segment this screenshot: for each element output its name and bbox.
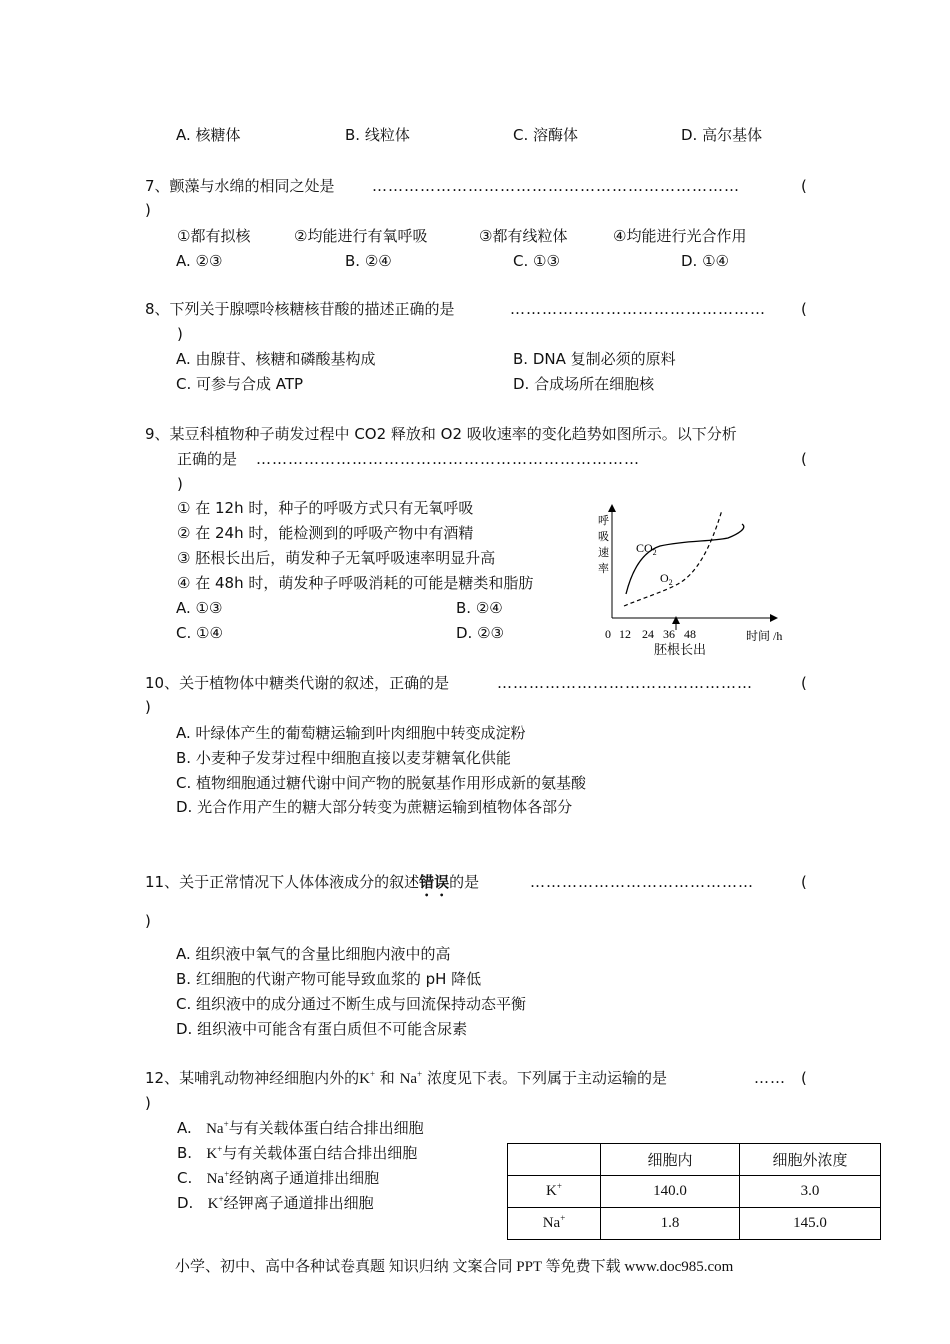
q9-paren-close: ) xyxy=(177,475,183,493)
o2-label: $O_2$ xyxy=(660,571,673,587)
q12-option-d: D. K+经钾离子通道排出细胞 xyxy=(177,1194,374,1212)
q12-option-a: A. Na+与有关载体蛋白结合排出细胞 xyxy=(177,1119,424,1137)
y-label-char-1: 呼 xyxy=(598,515,609,527)
table-cell-outside: 3.0 xyxy=(740,1176,881,1208)
q6-option-c: C. 溶酶体 xyxy=(513,126,579,144)
q12-ion-k: K+ xyxy=(359,1069,376,1087)
q10-dots: ………………………………………… xyxy=(497,674,753,692)
q11-emphasis: 错误 xyxy=(419,873,450,891)
q10-option-b: B. 小麦种子发芽过程中细胞直接以麦芽糖氧化供能 xyxy=(176,749,511,767)
q12-stem-a: 12、某哺乳动物神经细胞内外的 xyxy=(145,1069,360,1087)
y-label-char-2: 吸 xyxy=(598,531,609,543)
q11-stem xyxy=(145,872,479,900)
q11-option-a: A. 组织液中氧气的含量比细胞内液中的高 xyxy=(176,945,451,963)
q9-statement-1: ① 在 12h 时，种子的呼吸方式只有无氧呼吸 xyxy=(177,499,474,517)
q12-ion-na: Na+ xyxy=(399,1069,423,1087)
q11-stem-tail: 的是 xyxy=(449,873,480,891)
q7-statement-2: ②均能进行有氧呼吸 xyxy=(294,227,428,245)
page-footer: 小学、初中、高中各种试卷真题 知识归纳 文案合同 PPT 等免费下载 www.doc985.com xyxy=(175,1259,734,1275)
annotation-label: 胚根长出 xyxy=(654,642,707,657)
q7-statement-4: ④均能进行光合作用 xyxy=(613,227,747,245)
table-cell-outside: 145.0 xyxy=(740,1208,881,1240)
q7-option-b: B. ②④ xyxy=(345,252,392,270)
q12-paren-open: ( xyxy=(801,1069,807,1087)
q12-concentration-table xyxy=(507,1143,881,1240)
q10-paren-open: ( xyxy=(801,674,807,692)
q10-paren-close: ) xyxy=(145,698,151,716)
q6-option-d: D. 高尔基体 xyxy=(681,126,763,144)
q8-option-d: D. 合成场所在细胞核 xyxy=(513,375,655,393)
x-tick-0: 0 xyxy=(605,627,611,641)
q7-paren-open: ( xyxy=(801,177,807,195)
q9-option-c: C. ①④ xyxy=(176,624,223,642)
q7-statement-1: ①都有拟核 xyxy=(177,227,251,245)
y-label-char-3: 速 xyxy=(598,547,609,559)
q11-option-d: D. 组织液中可能含有蛋白质但不可能含尿素 xyxy=(176,1020,468,1038)
co2-label: $CO_2$ xyxy=(636,541,657,557)
q8-option-b: B. DNA 复制必须的原料 xyxy=(513,350,676,368)
q12-and: 和 xyxy=(379,1069,395,1087)
q12-option-b: B. K+与有关载体蛋白结合排出细胞 xyxy=(177,1144,418,1162)
q9-statement-3: ③ 胚根长出后，萌发种子无氧呼吸速率明显升高 xyxy=(177,549,496,567)
q8-option-a: A. 由腺苷、核糖和磷酸基构成 xyxy=(176,350,376,368)
table-row xyxy=(508,1176,881,1208)
q9-option-b: B. ②④ xyxy=(456,599,503,617)
table-cell-inside: 1.8 xyxy=(601,1208,740,1240)
q7-statement-3: ③都有线粒体 xyxy=(479,227,568,245)
q9-dots: ……………………………………………………………… xyxy=(256,450,640,468)
table-header-row xyxy=(508,1144,881,1176)
q11-paren-close: ) xyxy=(145,912,151,930)
q12-option-c: C. Na+经钠离子通道排出细胞 xyxy=(177,1169,380,1187)
q7-paren-close: ) xyxy=(145,201,151,219)
q11-option-c: C. 组织液中的成分通过不断生成与回流保持动态平衡 xyxy=(176,995,527,1013)
q9-paren-open: ( xyxy=(801,450,807,468)
table-header-empty xyxy=(508,1144,601,1176)
q8-paren-open: ( xyxy=(801,300,807,318)
x-tick-36: 36 xyxy=(663,627,675,641)
q12-stem-b: 浓度见下表。下列属于主动运输的是 xyxy=(426,1069,667,1087)
q9-statement-4: ④ 在 48h 时，萌发种子呼吸消耗的可能是糖类和脂肪 xyxy=(177,574,534,592)
q10-option-d: D. 光合作用产生的糖大部分转变为蔗糖运输到植物体各部分 xyxy=(176,798,573,816)
q10-option-c: C. 植物细胞通过糖代谢中间产物的脱氨基作用形成新的氨基酸 xyxy=(176,774,587,792)
table-cell-inside: 140.0 xyxy=(601,1176,740,1208)
q6-option-b: B. 线粒体 xyxy=(345,126,410,144)
q12-stem xyxy=(145,1068,667,1089)
q7-option-a: A. ②③ xyxy=(176,252,223,270)
q7-dots: …………………………………………………………… xyxy=(372,177,740,195)
q11-dots: …………………………………… xyxy=(530,873,754,891)
q8-dots: ………………………………………… xyxy=(510,300,766,318)
o2-curve xyxy=(624,510,722,606)
q7-stem: 7、颤藻与水绵的相同之处是 xyxy=(145,177,335,195)
q8-paren-close: ) xyxy=(177,325,183,343)
q9-stem-line2: 正确的是 xyxy=(177,450,238,468)
q7-option-c: C. ①③ xyxy=(513,252,560,270)
table-header-inside: 细胞内 xyxy=(601,1144,740,1176)
x-tick-24: 24 xyxy=(642,627,654,641)
table-header-outside: 细胞外浓度 xyxy=(740,1144,881,1176)
y-label-char-4: 率 xyxy=(598,563,609,575)
q9-respiration-chart xyxy=(588,500,808,660)
q11-stem-text: 11、关于正常情况下人体体液成分的叙述 xyxy=(145,873,420,891)
q9-stem-line1: 9、某豆科植物种子萌发过程中 CO2 释放和 O2 吸收速率的变化趋势如图所示。以下分析 xyxy=(145,425,737,443)
x-axis-label: 时间 /h xyxy=(746,629,783,643)
x-tick-48: 48 xyxy=(684,627,696,641)
q12-dots: …… xyxy=(754,1069,786,1087)
q8-stem: 8、下列关于腺嘌呤核糖核苷酸的描述正确的是 xyxy=(145,300,455,318)
q7-option-d: D. ①④ xyxy=(681,252,729,270)
q10-option-a: A. 叶绿体产生的葡萄糖运输到叶肉细胞中转变成淀粉 xyxy=(176,724,526,742)
q9-option-a: A. ①③ xyxy=(176,599,223,617)
x-tick-12: 12 xyxy=(619,627,631,641)
q9-statement-2: ② 在 24h 时，能检测到的呼吸产物中有酒精 xyxy=(177,524,474,542)
q8-option-c: C. 可参与合成 ATP xyxy=(176,375,304,393)
q9-option-d: D. ②③ xyxy=(456,624,504,642)
table-cell-ion: Na+ xyxy=(508,1208,601,1240)
table-cell-ion: K+ xyxy=(508,1176,601,1208)
q12-paren-close: ) xyxy=(145,1094,151,1112)
q11-option-b: B. 红细胞的代谢产物可能导致血浆的 pH 降低 xyxy=(176,970,482,988)
q10-stem: 10、关于植物体中糖类代谢的叙述，正确的是 xyxy=(145,674,450,692)
q6-option-a: A. 核糖体 xyxy=(176,126,241,144)
table-row xyxy=(508,1208,881,1240)
co2-curve xyxy=(626,524,744,594)
q11-paren-open: ( xyxy=(801,873,807,891)
